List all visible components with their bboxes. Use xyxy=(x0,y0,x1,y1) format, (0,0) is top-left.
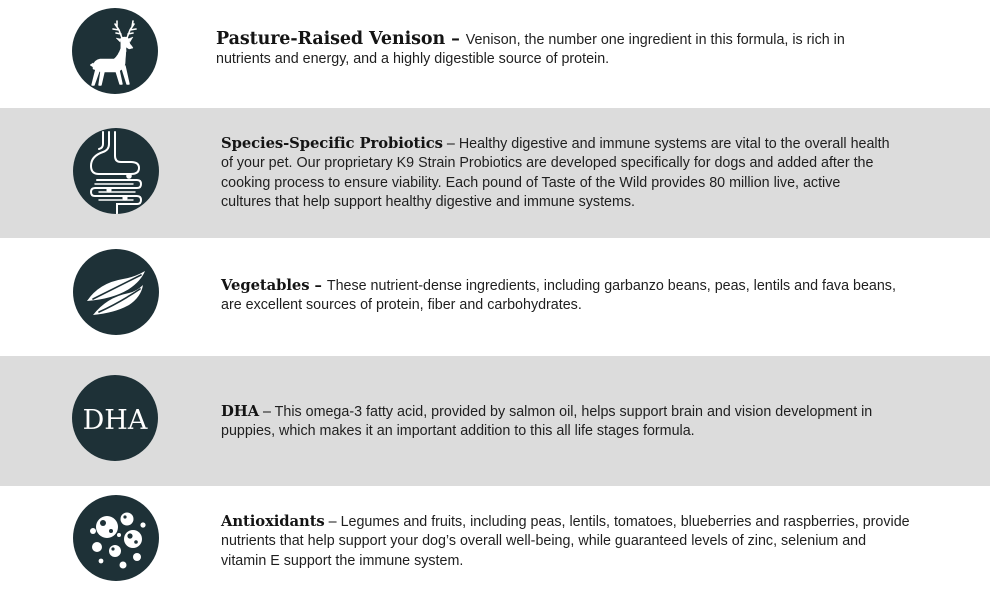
title-separator: – xyxy=(259,404,275,420)
title-separator: – xyxy=(324,514,341,530)
feature-description: Legumes and fruits, including peas, lentils, tomatoes, blueberries and raspberries, provide nutrients that help support your dog’s overall well-being, while guaranteed levels of zinc, selenium and vitamin E support the immune system. xyxy=(221,514,910,569)
feature-text-dha xyxy=(221,402,911,442)
feature-description: This omega-3 fatty acid, provided by salmon oil, helps support brain and vision development in puppies, which makes it an important addition to this all life stages formula. xyxy=(221,404,873,440)
feature-text-venison xyxy=(216,30,896,70)
feature-text-antioxidants xyxy=(221,512,911,571)
feature-title: Antioxidants xyxy=(221,513,325,530)
feature-title: DHA xyxy=(221,403,259,420)
antioxidant-cells-icon xyxy=(73,495,159,581)
feature-row-venison xyxy=(0,0,990,108)
title-separator: – xyxy=(442,136,459,152)
deer-icon xyxy=(72,8,158,94)
dha-icon-label: DHA xyxy=(82,405,148,436)
feature-text-vegetables xyxy=(221,276,901,316)
feature-description: Venison, the number one ingredient in this formula, is rich in nutrients and energy, and a highly digestible source of protein. xyxy=(216,32,845,68)
title-separator: – xyxy=(309,277,327,294)
feature-title: Species-Specific Probiotics xyxy=(221,135,443,152)
digestive-system-icon xyxy=(73,128,159,214)
pea-pod-icon xyxy=(73,249,159,335)
feature-description: Healthy digestive and immune systems are vital to the overall health of your pet. Our proprietary K9 Strain Probiotics are developed specifically for dogs and added after the cooking process to ensure viability. Each pound of Taste of the Wild provides 80 million live, active cultures that help support healthy digestive and immune systems. xyxy=(221,136,890,211)
feature-text-probiotics xyxy=(221,134,891,213)
feature-title: Pasture-Raised Venison xyxy=(216,29,446,49)
feature-row-antioxidants xyxy=(0,486,990,594)
feature-title: Vegetables xyxy=(221,277,310,294)
feature-row-dha xyxy=(0,356,990,486)
feature-row-probiotics xyxy=(0,108,990,238)
feature-row-vegetables xyxy=(0,238,990,356)
title-separator: – xyxy=(445,29,466,49)
feature-description: These nutrient-dense ingredients, including garbanzo beans, peas, lentils and fava beans, are excellent sources of protein, fiber and carbohydrates. xyxy=(221,278,896,314)
dha-icon xyxy=(72,375,158,461)
